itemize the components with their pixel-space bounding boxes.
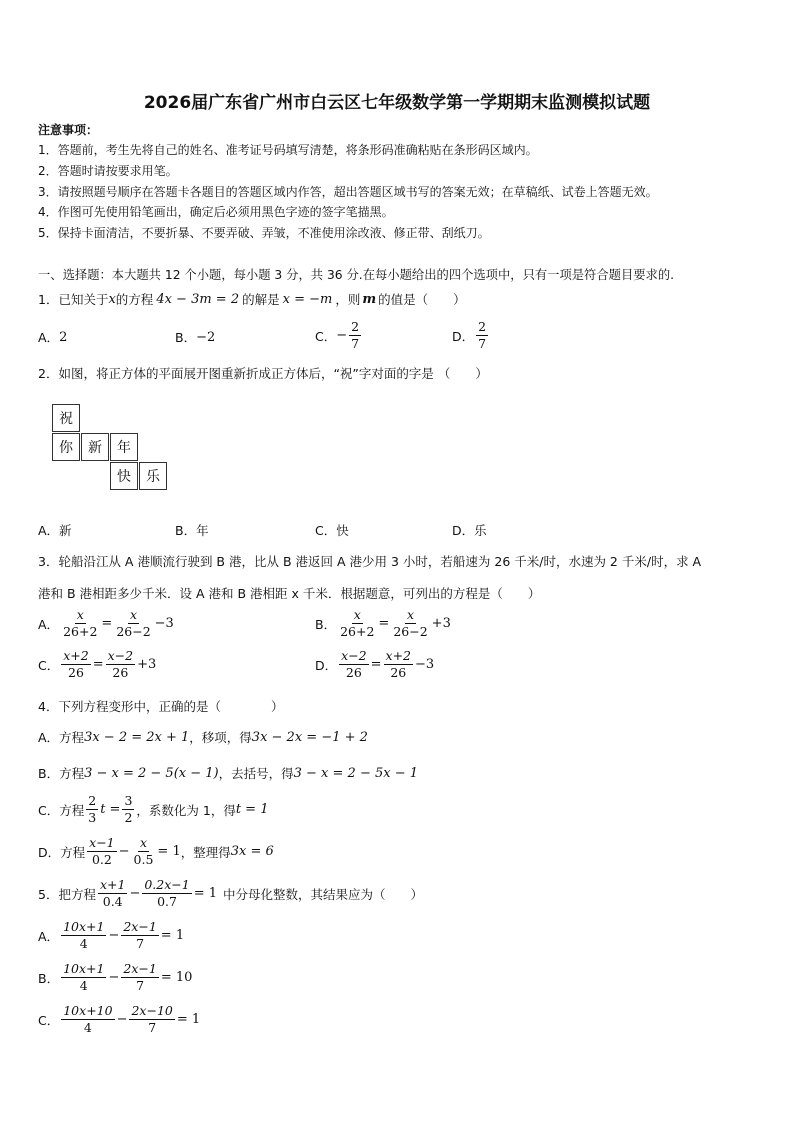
fraction: $\frac{x}{26+2}$ bbox=[63, 607, 98, 640]
option-label: B． bbox=[38, 970, 60, 986]
q4-option-a[interactable] bbox=[38, 728, 368, 746]
option-label: B．方程 bbox=[38, 766, 85, 781]
option-label: A． bbox=[38, 928, 60, 944]
fraction: $\frac{0.2x-1}{0.7}$ bbox=[144, 877, 190, 910]
cube-cell: 快 bbox=[110, 462, 138, 490]
q1-option-a[interactable] bbox=[38, 328, 67, 346]
q1-mid2: 的解是 bbox=[242, 292, 280, 307]
cube-cell: 新 bbox=[81, 433, 109, 461]
option-label: A． bbox=[38, 616, 60, 632]
q5-option-c[interactable] bbox=[38, 1004, 200, 1036]
q3-option-d[interactable] bbox=[315, 649, 434, 681]
q3-option-a[interactable] bbox=[38, 608, 174, 640]
q5-prefix: 5．把方程 bbox=[38, 886, 96, 902]
fraction: $\frac{x}{26-2}$ bbox=[393, 607, 428, 640]
q4-option-d[interactable] bbox=[38, 836, 274, 868]
option-label: B． bbox=[175, 330, 197, 345]
variable: t = bbox=[100, 802, 121, 818]
result: 3x − 2x = −1 + 2 bbox=[251, 729, 368, 745]
option-label: C． bbox=[315, 328, 337, 344]
q1-prefix: 1．已知关于 bbox=[38, 292, 109, 307]
q1-var-m: m bbox=[362, 291, 377, 307]
fraction: $\frac{x+2}{26}$ bbox=[63, 648, 89, 681]
fraction: $\frac{10x+1}{4}$ bbox=[63, 919, 105, 952]
question-2: 2．如图，将正方体的平面展开图重新折成正方体后，“祝”字对面的字是 （ ） bbox=[38, 366, 488, 381]
operator: − bbox=[118, 844, 130, 860]
option-text: ，去括号，得 bbox=[218, 766, 294, 781]
page-title: 2026届广东省广州市白云区七年级数学第一学期期末监测模拟试题 bbox=[143, 93, 651, 113]
equals: = bbox=[92, 657, 104, 673]
q2-option-a[interactable]: A．新 bbox=[38, 523, 72, 538]
equals-tail: = 10 bbox=[160, 970, 193, 986]
fraction: $\frac{3}{2}$ bbox=[124, 793, 133, 826]
q1-mid3: ，则 bbox=[335, 292, 361, 307]
question-4: 4．下列方程变形中，正确的是（ ） bbox=[38, 699, 284, 714]
equals: = bbox=[101, 616, 113, 632]
option-label: D． bbox=[452, 328, 475, 344]
fraction: $\frac{2x-1}{7}$ bbox=[123, 961, 157, 994]
option-label: D．方程 bbox=[38, 844, 86, 860]
q5-option-a[interactable] bbox=[38, 920, 184, 952]
operator: − bbox=[108, 970, 120, 986]
operator: − bbox=[108, 928, 120, 944]
tail: +3 bbox=[431, 616, 451, 632]
section-heading: 一、选择题：本大题共 12 个小题，每小题 3 分，共 36 分.在每小题给出的四个选项中，只有一项是符合题目要求的. bbox=[38, 268, 675, 282]
cube-cell: 年 bbox=[110, 433, 138, 461]
option-label: B． bbox=[315, 616, 337, 632]
fraction: $\frac{x-2}{26}$ bbox=[107, 648, 134, 681]
fraction: $\frac{2x-10}{7}$ bbox=[131, 1003, 173, 1036]
equals-tail: = 1 bbox=[193, 886, 217, 902]
tail: −3 bbox=[415, 657, 435, 673]
equals-tail: = 1 bbox=[157, 844, 181, 860]
notice-item: 5．保持卡面清洁，不要折暴、不要弄破、弄皱，不准使用涂改液、修正带、刮纸刀。 bbox=[38, 226, 490, 240]
operator: − bbox=[116, 1012, 128, 1028]
fraction: $\frac{2x-1}{7}$ bbox=[123, 919, 157, 952]
q1-solution: x = −m bbox=[282, 291, 333, 307]
equals-tail: = 1 bbox=[176, 1012, 201, 1028]
notice-item: 4．作图可先使用铅笔画出，确定后必须用黑色字迹的签字笔描黑。 bbox=[38, 205, 394, 219]
q1-equation: 4x − 3m = 2 bbox=[156, 291, 240, 307]
question-5 bbox=[38, 878, 423, 910]
question-1 bbox=[38, 290, 466, 308]
fraction: $\frac{x+1}{0.4}$ bbox=[99, 877, 126, 910]
fraction: $\frac{x}{26+2}$ bbox=[340, 607, 375, 640]
q4-option-b[interactable] bbox=[38, 764, 418, 782]
result: 3x = 6 bbox=[230, 844, 274, 860]
equals: = bbox=[370, 657, 382, 673]
notice-item: 3．请按照题号顺序在答题卡各题目的答题区域内作答，超出答题区域书写的答案无效；在草稿纸、试卷上答题无效。 bbox=[38, 185, 658, 199]
option-text: ，整理得 bbox=[180, 844, 231, 860]
fraction: $\frac{x}{0.5}$ bbox=[133, 835, 154, 868]
option-label: C．方程 bbox=[38, 802, 85, 818]
option-label: A．方程 bbox=[38, 730, 85, 745]
option-value: −2 bbox=[196, 329, 216, 345]
q2-option-c[interactable]: C．快 bbox=[315, 523, 349, 538]
q5-option-b[interactable] bbox=[38, 962, 192, 994]
fraction: $\frac{2}{3}$ bbox=[88, 793, 97, 826]
q4-option-c[interactable] bbox=[38, 794, 268, 826]
q1-suffix: 的值是（ ） bbox=[378, 292, 466, 307]
fraction: $\frac{x}{26-2}$ bbox=[116, 607, 151, 640]
q1-var-x: x bbox=[108, 291, 116, 307]
tail: −3 bbox=[154, 616, 174, 632]
question-3-line2: 港和 B 港相距多少千米．设 A 港和 B 港相距 x 千米．根据题意，可列出的方程是（ ） bbox=[38, 586, 541, 601]
notice-item: 2．答题时请按要求用笔。 bbox=[38, 164, 178, 178]
q3-option-c[interactable] bbox=[38, 649, 156, 681]
cube-cell: 乐 bbox=[139, 462, 167, 490]
q1-option-c[interactable] bbox=[315, 320, 363, 352]
q2-option-b[interactable]: B．年 bbox=[175, 523, 209, 538]
q2-option-d[interactable]: D．乐 bbox=[452, 523, 487, 538]
option-label: C． bbox=[38, 657, 60, 673]
fraction: $\frac{2}{7}$ bbox=[351, 319, 360, 352]
cube-cell: 祝 bbox=[52, 404, 80, 432]
cube-cell: 你 bbox=[52, 433, 80, 461]
q1-option-d[interactable] bbox=[452, 320, 490, 352]
fraction: $\frac{x+2}{26}$ bbox=[385, 648, 412, 681]
result: t = 1 bbox=[235, 802, 269, 818]
operator: − bbox=[129, 886, 141, 902]
option-label: C． bbox=[38, 1012, 60, 1028]
option-text: ，系数化为 1，得 bbox=[136, 802, 236, 818]
notice-item: 1．答题前，考生先将自己的姓名、准考证号码填写清楚，将条形码准确粘贴在条形码区域内。 bbox=[38, 143, 538, 157]
equals-tail: = 1 bbox=[160, 928, 185, 944]
option-value: 2 bbox=[59, 329, 68, 345]
q3-option-b[interactable] bbox=[315, 608, 451, 640]
fraction: $\frac{10x+1}{4}$ bbox=[63, 961, 105, 994]
equals: = bbox=[378, 616, 390, 632]
question-3-line1: 3．轮船沿江从 A 港顺流行驶到 B 港，比从 B 港返回 A 港少用 3 小时，若船速为 26 千米/时，水速为 2 千米/时，求 A bbox=[38, 554, 702, 569]
option-label: A． bbox=[38, 330, 60, 345]
fraction: $\frac{10x+10}{4}$ bbox=[63, 1003, 113, 1036]
option-text: ，移项，得 bbox=[189, 730, 252, 745]
tail: +3 bbox=[137, 657, 157, 673]
equation: 3x − 2 = 2x + 1 bbox=[84, 729, 190, 745]
equation: 3 − x = 2 − 5(x − 1) bbox=[84, 765, 219, 781]
q5-suffix: 中分母化整数，其结果应为（ ） bbox=[223, 886, 424, 902]
option-label: D． bbox=[315, 657, 338, 673]
fraction: $\frac{x-1}{0.2}$ bbox=[89, 835, 115, 868]
fraction: $\frac{2}{7}$ bbox=[478, 319, 487, 352]
notice-heading: 注意事项： bbox=[38, 123, 99, 137]
fraction: $\frac{x-2}{26}$ bbox=[341, 648, 367, 681]
option-sign: − bbox=[336, 328, 348, 344]
result: 3 − x = 2 − 5x − 1 bbox=[293, 765, 419, 781]
q1-option-b[interactable] bbox=[175, 328, 215, 346]
q1-mid1: 的方程 bbox=[115, 292, 154, 307]
